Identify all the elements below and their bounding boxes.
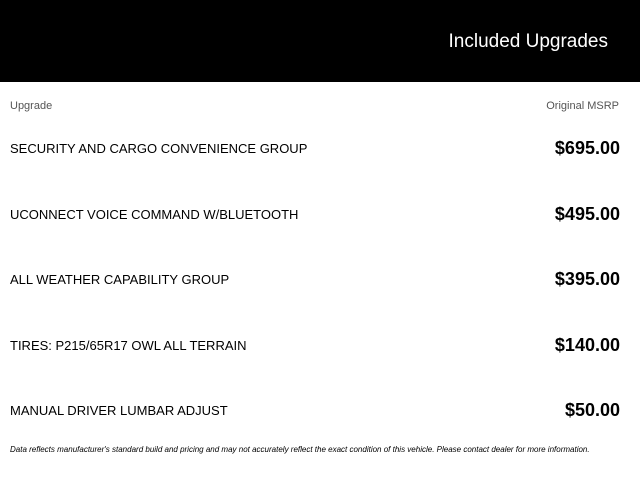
upgrade-name: MANUAL DRIVER LUMBAR ADJUST bbox=[10, 403, 228, 418]
list-item bbox=[0, 115, 640, 181]
upgrade-price: $140.00 bbox=[554, 334, 620, 355]
upgrade-name: UCONNECT VOICE COMMAND W/BLUETOOTH bbox=[10, 206, 299, 222]
upgrade-price: $695.00 bbox=[554, 138, 620, 158]
list-item bbox=[0, 312, 640, 378]
upgrade-name: ALL WEATHER CAPABILITY GROUP bbox=[10, 272, 230, 287]
column-header-upgrade: Upgrade bbox=[10, 100, 53, 112]
upgrade-name: TIRES: P215/65R17 OWL ALL TERRAIN bbox=[10, 337, 247, 353]
upgrade-price: $50.00 bbox=[564, 400, 620, 420]
header-bar bbox=[0, 0, 640, 82]
upgrade-price: $395.00 bbox=[554, 269, 620, 289]
column-header-msrp: Original MSRP bbox=[546, 100, 619, 112]
disclaimer-text: Data reflects manufacturer's standard build and pricing and may not accurately reflect the exact condition of this vehicle. Please contact dealer for more information. bbox=[10, 445, 590, 454]
upgrade-name: SECURITY AND CARGO CONVENIENCE GROUP bbox=[10, 141, 308, 156]
list-item bbox=[0, 377, 640, 443]
list-item bbox=[0, 246, 640, 312]
page-title: Included Upgrades bbox=[448, 31, 608, 52]
list-item bbox=[0, 181, 640, 247]
upgrade-price: $495.00 bbox=[554, 203, 620, 224]
upgrades-list bbox=[0, 115, 640, 443]
